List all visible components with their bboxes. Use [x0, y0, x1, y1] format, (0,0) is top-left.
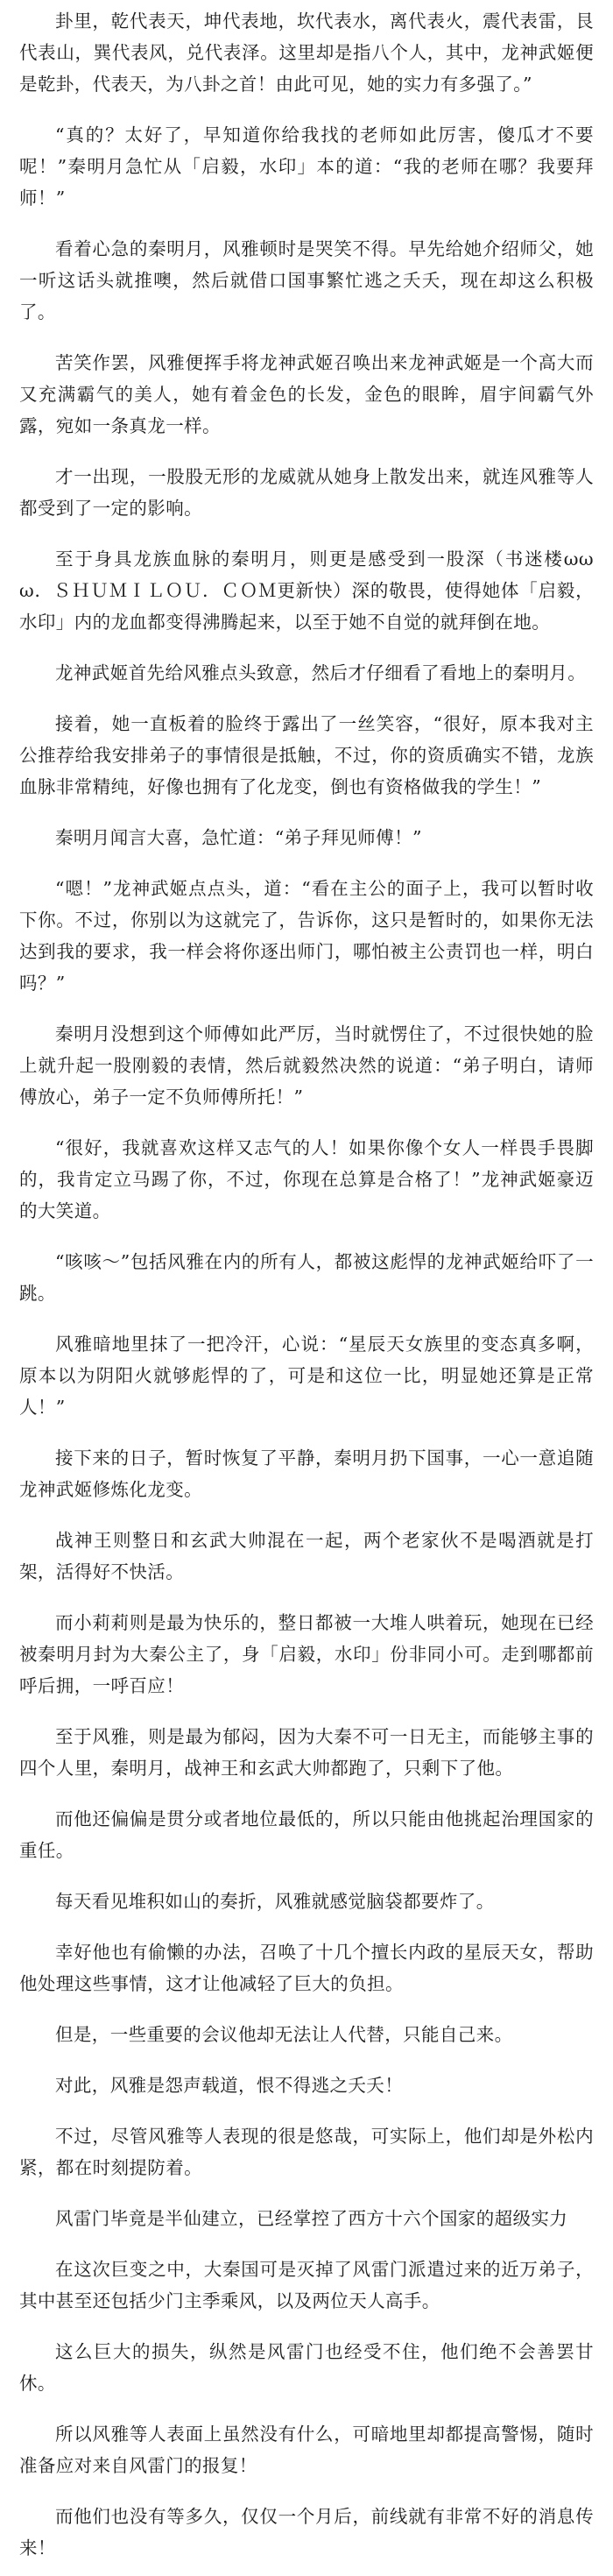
paragraph: 看着心急的秦明月，风雅顿时是哭笑不得。早先给她介绍师父，她一听这话头就推噢，然后就借口国事繁忙逃之夭夭，现在却这么积极了。 — [19, 238, 594, 322]
paragraph: 卦里，乾代表天，坤代表地，坎代表水，离代表火，震代表雷，艮代表山，巽代表风，兑代表泽。这里却是指八个人，其中，龙神武姬便是乾卦，代表天，为八卦之首！由此可见，她的实力有多强了。” — [19, 11, 594, 95]
paragraph: “嗯！”龙神武姬点点头，道：“看在主公的面子上，我可以暂时收下你。不过，你别以为这就完了，告诉你，这只是暂时的，如果你无法达到我的要求，我一样会将你逐出师门，哪怕被主公责罚也一样，明白吗？” — [19, 878, 594, 994]
paragraph: 龙神武姬首先给风雅点头致意，然后才仔细看了看地上的秦明月。 — [55, 662, 587, 683]
paragraph: 这么巨大的损失，纵然是风雷门也经受不住，他们绝不会善罢甘休。 — [19, 2341, 594, 2394]
paragraph: 才一出现，一股股无形的龙威就从她身上散发出来，就连风雅等人都受到了一定的影响。 — [19, 466, 594, 519]
paragraph: 秦明月闻言大喜，急忙道：“弟子拜见师傅！” — [55, 827, 422, 848]
paragraph: 但是，一些重要的会议他却无法让人代替，只能自己来。 — [55, 2024, 513, 2045]
paragraph: “很好，我就喜欢这样又志气的人！如果你像个女人一样畏手畏脚的，我肯定立马踢了你，不过，你现在总算是合格了！”龙神武姬豪迈的大笑道。 — [19, 1137, 594, 1221]
paragraph: 所以风雅等人表面上虽然没有什么，可暗地里却都提高警惕，随时准备应对来自风雷门的报复！ — [19, 2424, 594, 2476]
paragraph: “真的？太好了，早知道你给我找的老师如此厉害，傻瓜才不要呢！”秦明月急忙从「启毅，水印」本的道：“我的老师在哪？我要拜师！” — [19, 124, 594, 209]
paragraph: 不过，尽管风雅等人表现的很是悠哉，可实际上，他们却是外松内紧，都在时刻提防着。 — [19, 2126, 594, 2178]
paragraph: 接着，她一直板着的脸终于露出了一丝笑容，“很好，原本我对主公推荐给我安排弟子的事情很是抵触，不过，你的资质确实不错，龙族血脉非常精纯，好像也拥有了化龙变，倒也有资格做我的学生！” — [19, 713, 594, 797]
paragraph: 至于身具龙族血脉的秦明月，则更是感受到一股深（书迷楼ωωω．ＳＨＵＭＩＬＯＵ．ＣＯＭ更新快）深的敬畏，使得她体「启毅，水印」内的龙血都变得沸腾起来，以至于她不自觉的就拜倒在地。 — [19, 548, 594, 633]
paragraph: 接下来的日子，暂时恢复了平静，秦明月扔下国事，一心一意追随龙神武姬修炼化龙变。 — [19, 1447, 594, 1500]
paragraph: 苦笑作罢，风雅便挥手将龙神武姬召唤出来龙神武姬是一个高大而又充满霸气的美人，她有着金色的长发，金色的眼眸，眉宇间霸气外露，宛如一条真龙一样。 — [19, 352, 594, 436]
paragraph: 而他们也没有等多久，仅仅一个月后，前线就有非常不好的消息传来！ — [19, 2506, 594, 2558]
paragraph: 而小莉莉则是最为快乐的，整日都被一大堆人哄着玩，她现在已经被秦明月封为大秦公主了，身「启毅，水印」份非同小可。走到哪都前呼后拥，一呼百应！ — [19, 1612, 594, 1696]
paragraph: 风雅暗地里抹了一把冷汗，心说：“星辰天女族里的变态真多啊，原本以为阴阳火就够彪悍的了，可是和这位一比，明显她还算是正常人！” — [19, 1334, 594, 1418]
paragraph: 风雷门毕竟是半仙建立，已经掌控了西方十六个国家的超级实力 — [55, 2208, 568, 2229]
paragraph: 至于风雅，则是最为郁闷，因为大秦不可一日无主，而能够主事的四个人里，秦明月，战神王和玄武大帅都跑了，只剩下了他。 — [19, 1726, 594, 1779]
paragraph: 而他还偏偏是贯分或者地位最低的，所以只能由他挑起治理国家的重任。 — [19, 1808, 594, 1861]
paragraph: 每天看见堆积如山的奏折，风雅就感觉脑袋都要炸了。 — [55, 1891, 495, 1912]
paragraph: 在这次巨变之中，大秦国可是灭掉了风雷门派遣过来的近万弟子，其中甚至还包括少门主季乘风，以及两位天人高手。 — [19, 2259, 594, 2311]
paragraph: 幸好他也有偷懒的办法，召唤了十几个擅长内政的星辰天女，帮助他处理这些事情，这才让他减轻了巨大的负担。 — [19, 1942, 594, 1994]
paragraph: 战神王则整日和玄武大帅混在一起，两个老家伙不是喝酒就是打架，活得好不快活。 — [19, 1530, 594, 1582]
paragraph: 秦明月没想到这个师傅如此严厉，当时就愣住了，不过很快她的脸上就升起一股刚毅的表情，然后就毅然决然的说道：“弟子明白，请师傅放心，弟子一定不负师傅所托！” — [19, 1023, 594, 1108]
paragraph: “咳咳～”包括风雅在内的所有人，都被这彪悍的龙神武姬给吓了一跳。 — [19, 1251, 594, 1304]
paragraph: 对此，风雅是怨声载道，恨不得逃之夭夭！ — [55, 2075, 404, 2096]
